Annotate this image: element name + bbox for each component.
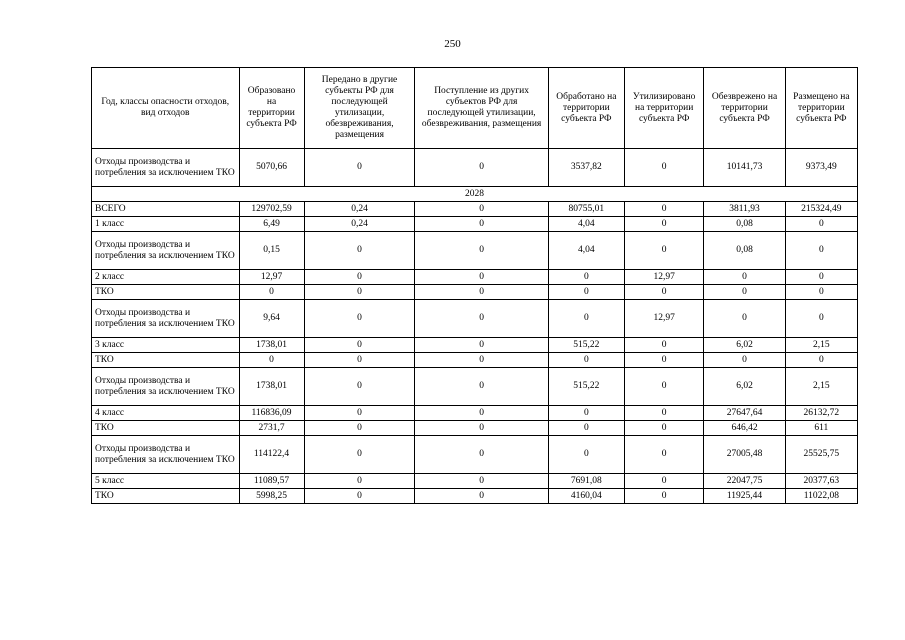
table-cell: 129702,59 [239, 202, 304, 217]
table-cell: 0,08 [704, 232, 785, 270]
table-cell: 0 [625, 368, 704, 406]
table-cell: 0 [415, 368, 548, 406]
table-cell: 4,04 [548, 232, 624, 270]
row-label: Отходы производства и потребления за исключением ТКО [92, 436, 240, 474]
table-row [92, 368, 858, 406]
table-cell: 0 [625, 421, 704, 436]
table-cell: 0 [415, 232, 548, 270]
row-label: ТКО [92, 353, 240, 368]
table-cell: 0 [704, 270, 785, 285]
table-cell: 0 [704, 285, 785, 300]
table-cell: 2,15 [785, 368, 857, 406]
table-cell: 5998,25 [239, 489, 304, 504]
table-row [92, 149, 858, 187]
column-header: Передано в другие субъекты РФ для последующей утилизации, обезвреживания, размещения [304, 68, 415, 149]
table-cell: 0 [304, 353, 415, 368]
table-cell: 0 [239, 353, 304, 368]
table-cell: 0 [415, 353, 548, 368]
year-row [92, 187, 858, 202]
table-row [92, 202, 858, 217]
table-cell: 3537,82 [548, 149, 624, 187]
table-cell: 10141,73 [704, 149, 785, 187]
table-cell: 0 [548, 300, 624, 338]
table-cell: 12,97 [239, 270, 304, 285]
table-cell: 26132,72 [785, 406, 857, 421]
table-cell: 0 [704, 353, 785, 368]
row-label: Отходы производства и потребления за исключением ТКО [92, 300, 240, 338]
table-cell: 27647,64 [704, 406, 785, 421]
table-row [92, 232, 858, 270]
table-cell: 0 [304, 406, 415, 421]
table-cell: 0 [785, 232, 857, 270]
table-cell: 0 [548, 270, 624, 285]
row-label: ТКО [92, 285, 240, 300]
table-cell: 0 [625, 489, 704, 504]
table-cell: 0 [415, 217, 548, 232]
table-cell: 0 [785, 217, 857, 232]
table-cell: 2731,7 [239, 421, 304, 436]
table-cell: 4160,04 [548, 489, 624, 504]
table-cell: 611 [785, 421, 857, 436]
table-cell: 9,64 [239, 300, 304, 338]
table-cell: 0 [415, 489, 548, 504]
table-cell: 0,08 [704, 217, 785, 232]
table-cell: 4,04 [548, 217, 624, 232]
table-cell: 6,49 [239, 217, 304, 232]
table-cell: 0 [415, 300, 548, 338]
table-cell: 0 [415, 406, 548, 421]
table-cell: 0 [625, 406, 704, 421]
table-cell: 22047,75 [704, 474, 785, 489]
table-cell: 0 [625, 217, 704, 232]
table-cell: 0 [785, 353, 857, 368]
table-cell: 0 [304, 489, 415, 504]
table-cell: 0 [304, 421, 415, 436]
table-row [92, 338, 858, 353]
table-cell: 0,24 [304, 217, 415, 232]
row-label: Отходы производства и потребления за исключением ТКО [92, 232, 240, 270]
table-cell: 2,15 [785, 338, 857, 353]
column-header: Утилизировано на территории субъекта РФ [625, 68, 704, 149]
table-cell: 6,02 [704, 368, 785, 406]
table-row [92, 217, 858, 232]
table-row [92, 353, 858, 368]
row-label: Отходы производства и потребления за исключением ТКО [92, 368, 240, 406]
table-cell: 0 [304, 368, 415, 406]
table-cell: 0 [239, 285, 304, 300]
table-cell: 0 [415, 149, 548, 187]
table-cell: 7691,08 [548, 474, 624, 489]
table-cell: 0 [304, 338, 415, 353]
table-cell: 0 [625, 285, 704, 300]
table-cell: 12,97 [625, 270, 704, 285]
table-cell: 0 [304, 270, 415, 285]
table-cell: 0 [625, 436, 704, 474]
table-cell: 11022,08 [785, 489, 857, 504]
row-label: 3 класс [92, 338, 240, 353]
table-cell: 515,22 [548, 338, 624, 353]
table-cell: 0 [625, 202, 704, 217]
table-cell: 0 [704, 300, 785, 338]
table-cell: 515,22 [548, 368, 624, 406]
table-cell: 0 [548, 436, 624, 474]
row-label: 4 класс [92, 406, 240, 421]
table-cell: 11089,57 [239, 474, 304, 489]
table-cell: 0 [625, 338, 704, 353]
table-cell: 0 [415, 285, 548, 300]
table-row [92, 300, 858, 338]
table-cell: 114122,4 [239, 436, 304, 474]
table-cell: 0 [625, 353, 704, 368]
table-body [92, 202, 858, 504]
table-cell: 0 [415, 202, 548, 217]
row-label: ТКО [92, 489, 240, 504]
table-cell: 215324,49 [785, 202, 857, 217]
column-header: Год, классы опасности отходов, вид отходов [92, 68, 240, 149]
table-cell: 646,42 [704, 421, 785, 436]
table-row [92, 406, 858, 421]
table-cell: 0,24 [304, 202, 415, 217]
table-cell: 0 [625, 474, 704, 489]
table-cell: 0 [304, 436, 415, 474]
table-row [92, 270, 858, 285]
year-label: 2028 [92, 187, 858, 202]
table-cell: 20377,63 [785, 474, 857, 489]
table-row [92, 489, 858, 504]
table-cell: 116836,09 [239, 406, 304, 421]
column-header: Обезврежено на территории субъекта РФ [704, 68, 785, 149]
page-number: 250 [444, 38, 461, 50]
table-cell: 12,97 [625, 300, 704, 338]
column-header: Размещено на территории субъекта РФ [785, 68, 857, 149]
table-cell: 0 [415, 436, 548, 474]
table-cell: 80755,01 [548, 202, 624, 217]
table-cell: 0 [415, 421, 548, 436]
table-row [92, 474, 858, 489]
table-cell: 0 [548, 285, 624, 300]
table-cell: 0 [304, 474, 415, 489]
table-cell: 0 [625, 232, 704, 270]
table-cell: 0 [785, 285, 857, 300]
table-cell: 5070,66 [239, 149, 304, 187]
table-cell: 0 [785, 270, 857, 285]
table-cell: 0,15 [239, 232, 304, 270]
column-header: Образовано на территории субъекта РФ [239, 68, 304, 149]
table-cell: 1738,01 [239, 338, 304, 353]
table-cell: 0 [625, 149, 704, 187]
table-cell: 0 [304, 300, 415, 338]
table-cell: 0 [548, 421, 624, 436]
row-label: ВСЕГО [92, 202, 240, 217]
table-row [92, 285, 858, 300]
table-cell: 11925,44 [704, 489, 785, 504]
waste-table [91, 67, 858, 504]
table-row [92, 436, 858, 474]
column-header: Поступление из других субъектов РФ для последующей утилизации, обезвреживания, размещения [415, 68, 548, 149]
table-cell: 1738,01 [239, 368, 304, 406]
table-cell: 0 [785, 300, 857, 338]
table-cell: 0 [548, 353, 624, 368]
row-label: 1 класс [92, 217, 240, 232]
table-cell: 6,02 [704, 338, 785, 353]
table-cell: 0 [415, 474, 548, 489]
row-label: 5 класс [92, 474, 240, 489]
table-cell: 0 [415, 270, 548, 285]
row-label: Отходы производства и потребления за исключением ТКО [92, 149, 240, 187]
table-cell: 0 [304, 285, 415, 300]
table-row [92, 421, 858, 436]
row-label: ТКО [92, 421, 240, 436]
table-cell: 3811,93 [704, 202, 785, 217]
table-cell: 25525,75 [785, 436, 857, 474]
row-label: 2 класс [92, 270, 240, 285]
table-cell: 0 [415, 338, 548, 353]
table-cell: 0 [548, 406, 624, 421]
table-cell: 0 [304, 232, 415, 270]
table-cell: 27005,48 [704, 436, 785, 474]
column-header: Обработано на территории субъекта РФ [548, 68, 624, 149]
table-header-row [92, 68, 858, 149]
table-cell: 9373,49 [785, 149, 857, 187]
table-cell: 0 [304, 149, 415, 187]
